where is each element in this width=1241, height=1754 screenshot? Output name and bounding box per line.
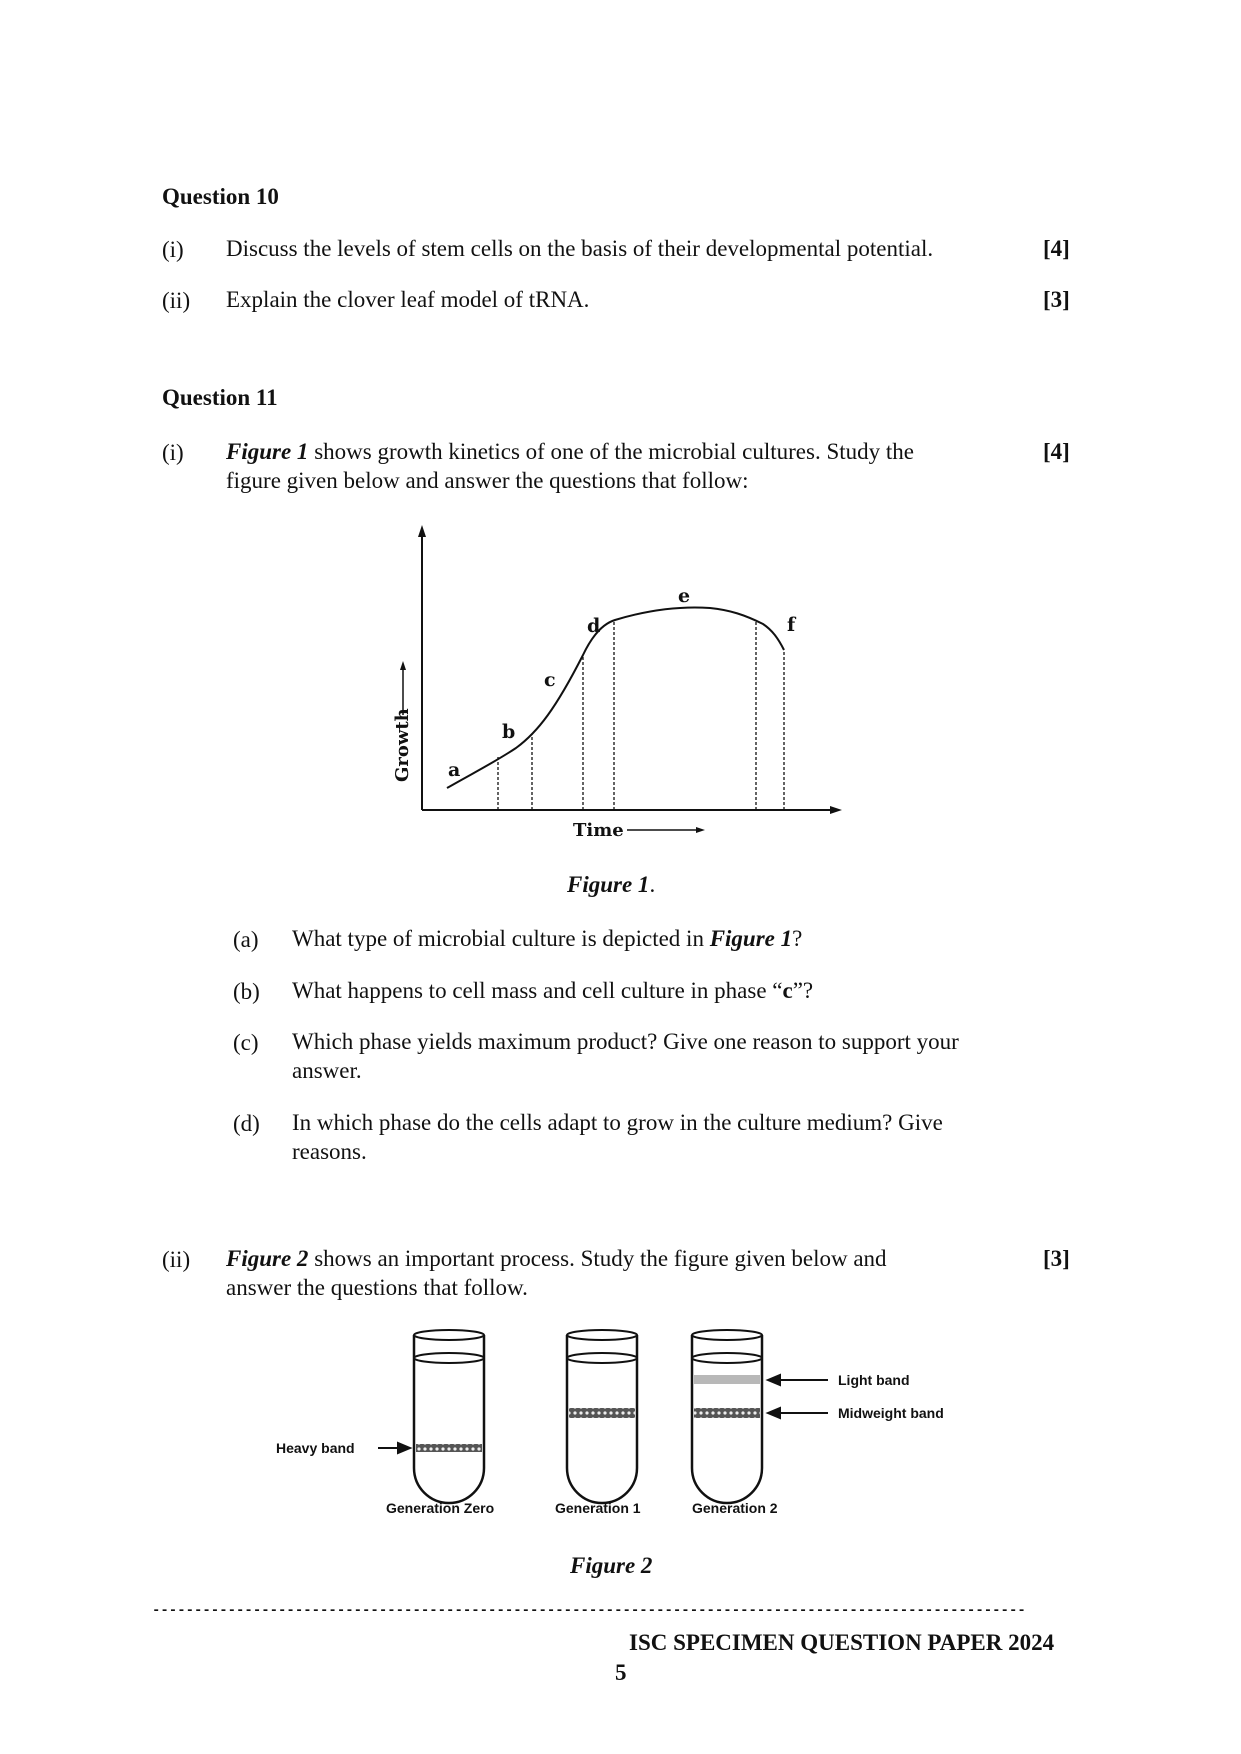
q11-ii-text-rest: shows an important process. Study the figure given below and — [308, 1246, 887, 1271]
q11-i-text-line2: figure given below and answer the questions that follow: — [226, 468, 749, 493]
figure1-ref: Figure 1 — [226, 439, 309, 464]
sub-a-number: (a) — [233, 927, 259, 952]
sub-b-number: (b) — [233, 979, 260, 1004]
y-label-arrow-head — [400, 661, 406, 670]
q10-ii-marks: [3] — [1043, 287, 1070, 312]
sub-b-pre: What happens to cell mass and cell culture in phase “ — [292, 978, 783, 1003]
y-axis-label: Growth — [392, 708, 413, 782]
sub-c-line2: answer. — [292, 1058, 362, 1083]
sub-d-line1: In which phase do the cells adapt to grow in the culture medium? Give — [292, 1110, 943, 1135]
question-11-title: Question 11 — [162, 385, 278, 410]
phase-label-d: d — [587, 615, 601, 637]
sub-d-line2: reasons. — [292, 1139, 367, 1164]
footer-title: ISC SPECIMEN QUESTION PAPER 2024 — [629, 1630, 1055, 1655]
sub-c-number: (c) — [233, 1030, 259, 1055]
growth-curve-line — [447, 608, 784, 789]
figure2-tubes — [260, 1320, 980, 1520]
tube-generation-zero — [414, 1330, 484, 1503]
y-axis-arrow — [418, 525, 426, 537]
x-label-arrow-head — [696, 827, 705, 833]
phase-dividers — [498, 620, 784, 810]
generation-1-label: Generation 1 — [555, 1500, 641, 1516]
question-10-title: Question 10 — [162, 184, 279, 209]
sub-a-post: ? — [792, 926, 803, 951]
phase-label-e: e — [678, 585, 691, 607]
sub-b-phase: c — [782, 978, 793, 1003]
q11-i-text-line1 — [226, 437, 996, 466]
heavy-band-mark — [416, 1444, 482, 1452]
sub-a-figure-ref: Figure 1 — [709, 926, 793, 951]
light-band-arrow-head — [768, 1375, 780, 1385]
page-number: 5 — [615, 1660, 627, 1685]
x-axis-label: Time — [573, 820, 624, 841]
sub-a-text — [292, 924, 802, 953]
tube-generation-1 — [567, 1330, 637, 1503]
figure2-caption: Figure 2 — [570, 1553, 653, 1578]
q10-i-number: (i) — [162, 237, 184, 262]
phase-label-b: b — [502, 721, 516, 743]
sub-d-number: (d) — [233, 1111, 260, 1136]
tube-generation-2 — [692, 1330, 762, 1503]
q11-i-number: (i) — [162, 440, 184, 465]
q11-ii-number: (ii) — [162, 1247, 191, 1272]
figure1-caption-suffix: . — [649, 872, 656, 897]
sub-b-post: ”? — [792, 978, 814, 1003]
q11-ii-text-line1 — [226, 1244, 1016, 1273]
figure2-ref: Figure 2 — [226, 1246, 309, 1271]
q11-ii-text-line2: answer the questions that follow. — [226, 1275, 528, 1300]
q10-i-text: Discuss the levels of stem cells on the basis of their developmental potential. — [226, 236, 934, 261]
phase-label-a: a — [448, 759, 461, 781]
phase-label-f: f — [787, 614, 796, 636]
generation-zero-label: Generation Zero — [386, 1500, 495, 1516]
q10-i-marks: [4] — [1043, 236, 1070, 261]
q11-i-text-rest: shows growth kinetics of one of the microbial cultures. Study the — [308, 439, 914, 464]
sub-b-text — [292, 976, 813, 1005]
midweight-band-mark-gen2 — [694, 1408, 760, 1418]
heavy-band-arrow-head — [398, 1443, 410, 1453]
q11-ii-marks: [3] — [1043, 1246, 1070, 1271]
sub-a-pre: What type of microbial culture is depicted in — [292, 926, 710, 951]
midweight-band-label: Midweight band — [838, 1405, 944, 1421]
x-axis-arrow — [830, 806, 842, 814]
phase-label-c: c — [544, 669, 556, 691]
midweight-band-arrow-head — [768, 1408, 780, 1418]
light-band-mark — [694, 1375, 760, 1384]
q10-ii-text: Explain the clover leaf model of tRNA. — [226, 287, 590, 312]
sub-c-line1: Which phase yields maximum product? Give one reason to support your — [292, 1029, 959, 1054]
figure1-growth-curve — [380, 520, 850, 850]
figure1-caption-text: Figure 1 — [567, 872, 650, 897]
heavy-band-label: Heavy band — [276, 1440, 355, 1456]
light-band-label: Light band — [838, 1372, 910, 1388]
midweight-band-mark-gen1 — [569, 1408, 635, 1418]
q11-i-marks: [4] — [1043, 439, 1070, 464]
figure1-caption — [567, 872, 655, 898]
footer-divider: -------------------------------------------------------------------------------------------------------- — [152, 1603, 1026, 1619]
generation-2-label: Generation 2 — [692, 1500, 778, 1516]
q10-ii-number: (ii) — [162, 288, 191, 313]
